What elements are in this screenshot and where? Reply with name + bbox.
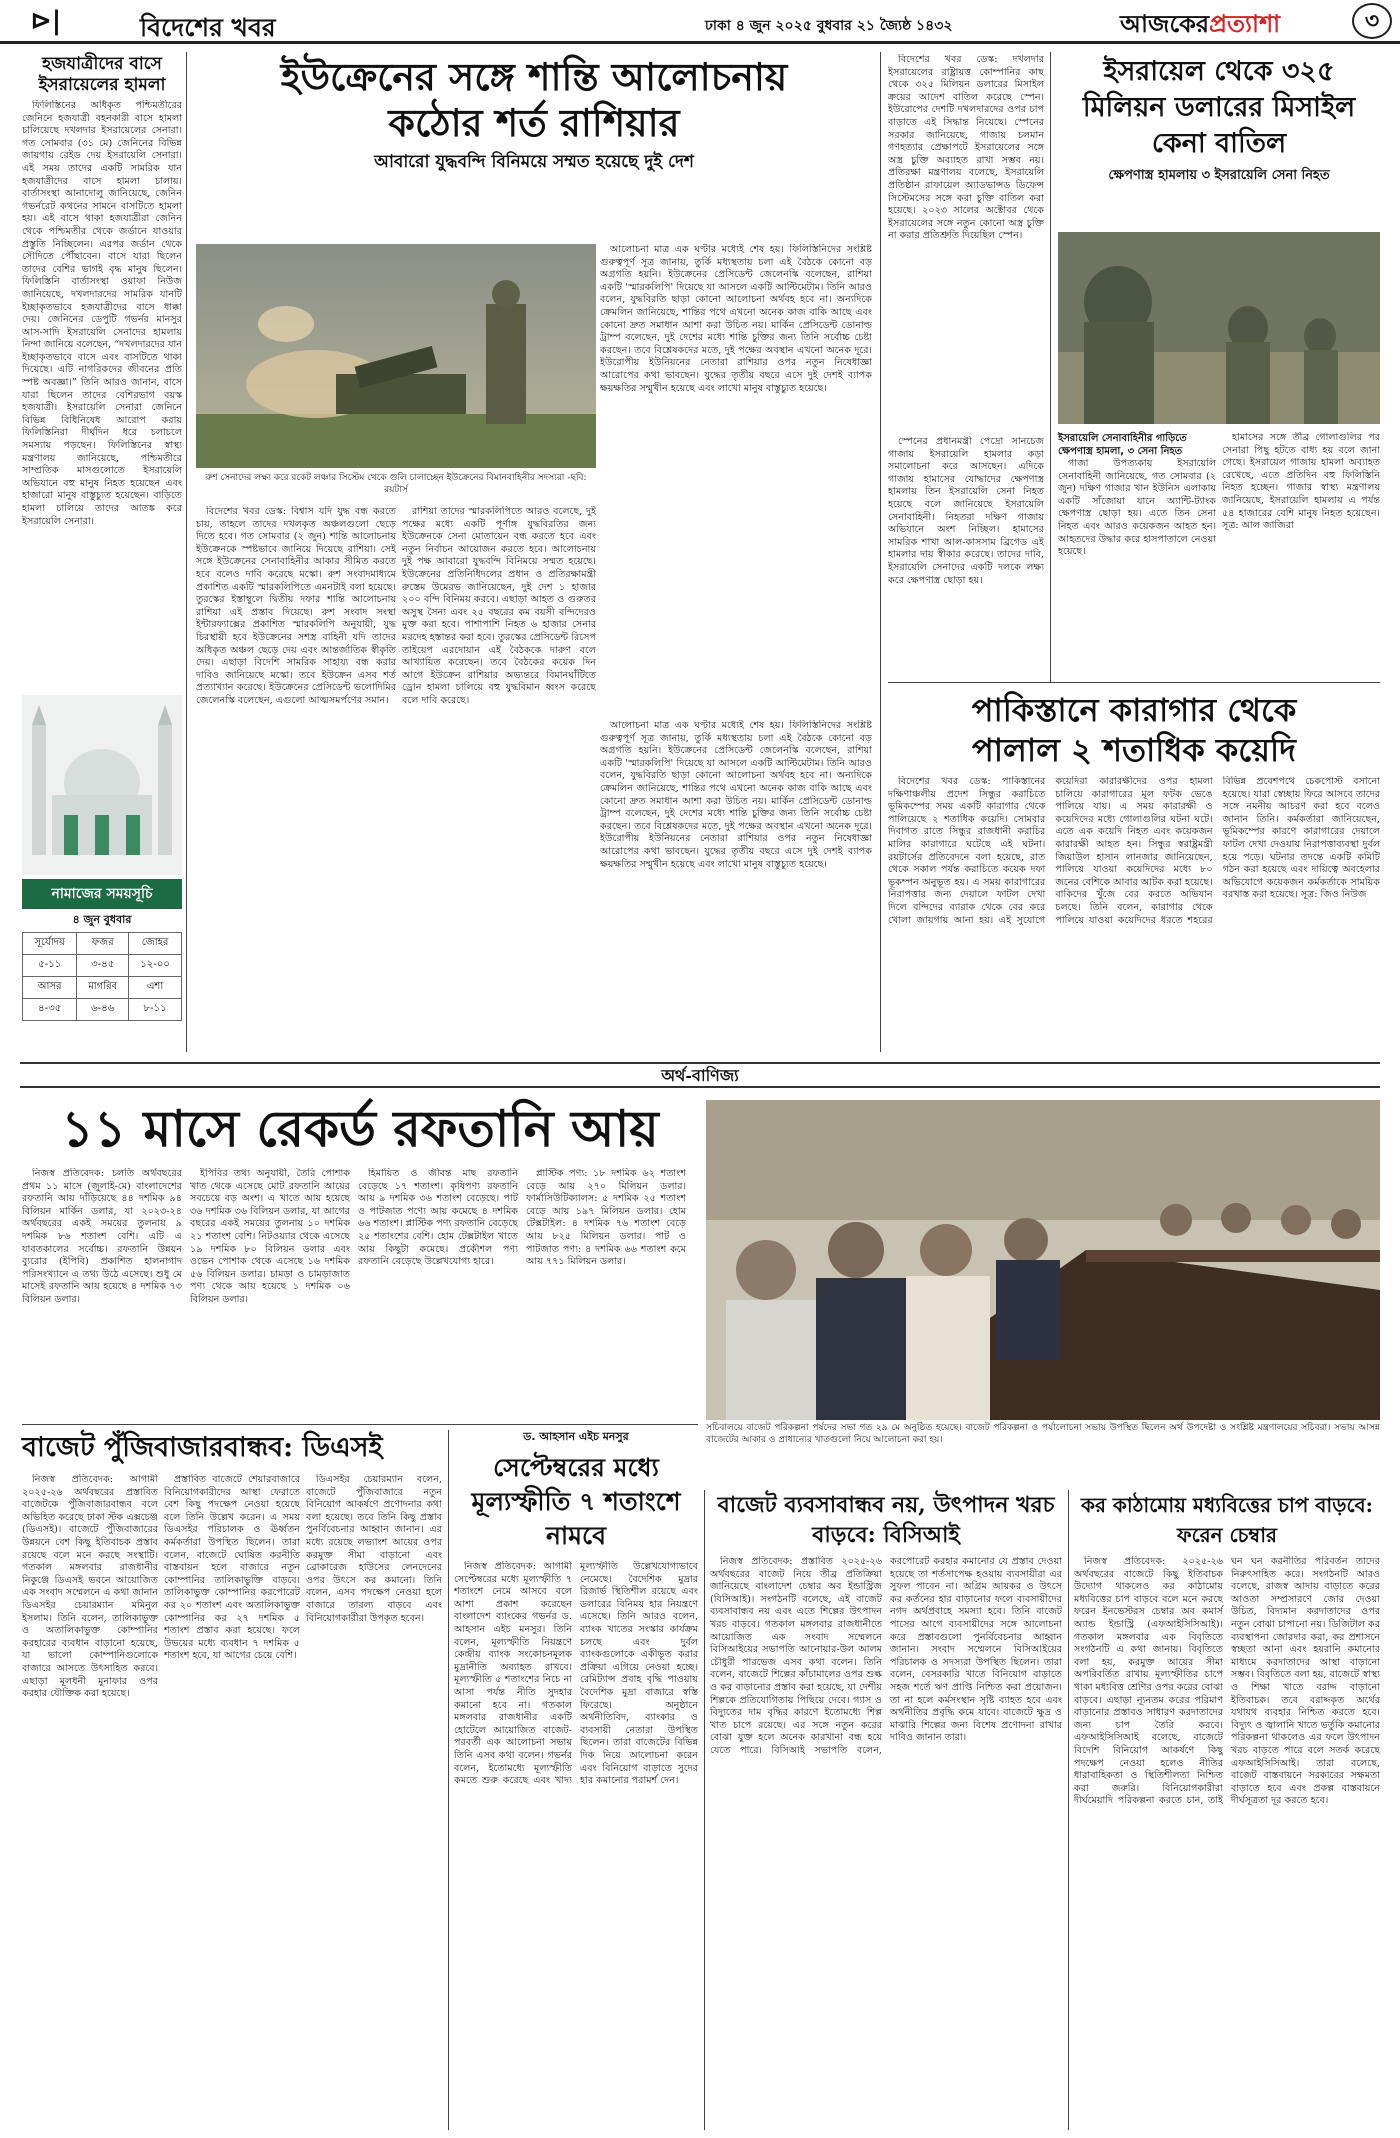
israel-story-col2 (888, 436, 1044, 676)
export-headline: ১১ মাসে রেকর্ড রফতানি আয় (61, 1099, 659, 1158)
export-story-text: নিজস্ব প্রতিবেদক: চলতি অর্থবছরের প্রথম ১১ মাসে (জুলাই-মে) বাংলাদেশের রফতানি আয় দাঁড়িয়েছে ৪৪ দশমিক ৯৪ বিলিয়ন মার্কিন ডলার, যা ২০২৩-২৪ অর্থবছরের একই সময়ের তুলনায় ৯ দশমিক ৮৬ শতাংশ বেশি। এটি এ যাবতকালের সর্বোচ্চ। রফতানি উন্নয়ন ব্যুরোর (ইপিবি) প্রকাশিত হালনাগাদ পরিসংখ্যানে এ তথ্য উঠে এসেছে। শুধু মে মাসেই রফতানি আয় হয়েছে ৪ দশমিক ৭৩ বিলিয়ন ডলার। (22, 1168, 182, 1305)
israel-subhead: ইসরায়েলি সেনাবাহিনীর গাড়িতে ক্ষেপণাস্ত্র হামলা, ৩ সেনা নিহত (1058, 433, 1187, 457)
main-story (196, 54, 872, 174)
inflation-headline: সেপ্টেম্বরের মধ্যে মূল্যস্ফীতি ৭ শতাংশে নামবে (471, 1453, 681, 1550)
main-headline-1: ইউক্রেনের সঙ্গে শান্তি আলোচনায় (280, 54, 788, 99)
israel-story-col4 (1222, 432, 1380, 678)
prayer-table (22, 932, 182, 1021)
dse-story (22, 1430, 442, 1466)
prayer-date: ৪ জুন বুধবার (72, 913, 132, 926)
pakistan-story (888, 690, 1380, 1038)
table-cell: ৫-১১ (23, 955, 77, 977)
tax-story-text: নিজস্ব প্রতিবেদক: ২০২৫-২৬ অর্থবছরের বাজেটে কিছু ইতিবাচক উদ্যোগ থাকলেও কর কাঠামোয় মধ্যবিত্তের চাপ বাড়বে বলে মনে করছে ফরেন ইনভেস্টরস চেম্বার অব কমার্স অ্যান্ড ইন্ডাস্ট্রি (এফআইসিসিআই)। গতকাল মঙ্গলবার এক বিবৃতিতে সংগঠনটি এ কথা জানায়। বিবৃতিতে বলা হয়, করমুক্ত আয়ের সীমা অপরিবর্তিত রাখায় মূল্যস্ফীতির চাপে থাকা মধ্যবিত্ত শ্রেণির ওপর করের বোঝা বাড়বে। এছাড়া ন্যূনতম করের পরিমাণ বাড়ানোর প্রস্তাবও সাধারণ করদাতাদের জন্য চাপ তৈরি করবে। এফআইসিসিআই বলেছে, বাজেটে বিদেশি বিনিয়োগ আকর্ষণে কিছু পদক্ষেপ নেওয়া হলেও নীতির ধারাবাহিকতা ও স্থিতিশীলতা নিশ্চিত করা জরুরি। বিনিয়োগকারীরা দীর্ঘমেয়াদি পরিকল্পনা করতে চান, তাই ঘন ঘন করনীতির পরিবর্তন তাদের নিরুৎসাহিত করে। সংগঠনটি আরও বলেছে, রাজস্ব আদায় বাড়াতে করের আওতা সম্প্রসারণে জোর দেওয়া উচিত, বিদ্যমান করদাতাদের ওপর নতুন বোঝা চাপানো নয়। ডিজিটাল কর ব্যবস্থাপনা জোরদার করা, কর প্রশাসনে স্বচ্ছতা আনা এবং হয়রানি কমানোর মাধ্যমে করদাতাদের আস্থা বাড়ানো সম্ভব। বিবৃতিতে বলা হয়, বাজেটে স্বাস্থ্য ও শিক্ষা খাতে বরাদ্দ বাড়ানো ইতিবাচক। তবে বরাদ্দকৃত অর্থের যথাযথ ব্যবহার নিশ্চিত করতে হবে। বিদ্যুৎ ও জ্বালানি খাতে ভর্তুকি কমানোর পরিকল্পনা থাকলেও এর ফলে উৎপাদন খরচ বাড়তে পারে বলে সতর্ক করেছে এফআইসিসিআই। তারা বলেছে, বাজেট বাস্তবায়নে সরকারের সক্ষমতা বাড়াতে হবে এবং প্রকল্প বাস্তবায়নে দীর্ঘসূত্রতা দূর করতে হবে। (1074, 1556, 1380, 1807)
israel-story-text: হামাসের সঙ্গে তীব্র গোলাগুলির পর সেনারা পিছু হটতে বাধ্য হয় বলে জানা গেছে। ইসরায়েল গাজায় হামলা অব্যাহত রেখেছে, এতে প্রতিদিন বহু ফিলিস্তিনি নিহত হচ্ছেন। গাজার স্বাস্থ্য মন্ত্রণালয় জানিয়েছে, ইসরায়েলি হামলায় এ পর্যন্ত ৫৪ হাজারের বেশি মানুষ নিহত হয়েছেন। সূত্র: আল জাজিরা (1222, 432, 1380, 532)
export-story-col4 (526, 1168, 686, 1418)
left-story-text: ফিলিস্তিনের অধিকৃত পশ্চিমতীরের জেনিনে হজযাত্রী বহনকারী বাসে হামলা চালিয়েছে দখলদার ইসরায়েলের সেনারা। গত সোমবার (৩১ মে) জেনিনের বিভিন্ন জায়গায় রেইড দেয় ইসরায়েলি সেনারা। এই সময় তাদের একটি সামরিক যান হজযাত্রীদের বাসে হামলা চালায়। বার্তাসংস্থা আনাদোলু জানিয়েছে, জেনিন গভর্নরেট কথনের সামনে বাসটিতে হামলা হয়। এই বাসে থাকা হজযাত্রীরা জেনিন থেকে পশ্চিমতীর থেকে জর্ডানে যাওয়ার প্রস্তুতি নিচ্ছিলেন। এরপর জর্ডান থেকে সৌদিতে পৌঁছাবেন। বাসে যারা ছিলেন তাদের বেশির ভাগই বৃদ্ধ মানুষ ছিলেন। ফিলিস্তিনি বার্তাসংস্থা ওয়াফা নিউজ জানিয়েছে, দখলদারদের সামরিক যানটি ইচ্ছাকৃতভাবে হজযাত্রীদের বাসে ধাক্কা দেয়। জেনিনের ডেপুটি গভর্নর মানসুর আস-সাদি ইসরায়েলি সেনাদের হামলায় নিন্দা জানিয়ে বলেছেন, “দখলদারদের যান ইচ্ছাকৃতভাবে বাসে এবং বাসটিতে থাকা দিয়েছে। এটি নাগরিকদের জীবনের প্রতি স্পষ্ট অবজ্ঞা।” তিনি আরও জানান, বাসে যারা ছিলেন তাদের বেশিরভাগ বয়স্ক হজযাত্রী। ইসরায়েলি সেনারা জেনিনে বিভিন্ন বিধিনিষেধ আরোপ করায় ফিলিস্তিনিরা দীর্ঘদিন ধরে চলাচলে সমস্যায় পড়ছেন। ফিলিস্তিনের স্বাস্থ্য মন্ত্রণালয় জানিয়েছে, পশ্চিমতীরে সাম্প্রতিক মাসগুলোতে ইসরায়েলি অভিযানে বহু মানুষ নিহত হয়েছেন এবং হাজারো মানুষ বাস্তুচ্যুত হয়েছেন। বাড়িতে হামলা চালিয়ে তাদের আতঙ্ক করে ইসরায়েলি সেনারা। (22, 100, 182, 527)
dse-story-col1 (22, 1474, 158, 2130)
story-divider (888, 682, 1380, 683)
inflation-author: ড. আহসান এইচ মনসুর (523, 1430, 629, 1443)
israel-story-text: স্পেনের প্রধানমন্ত্রী পেদ্রো সানচেজ গাজায় ইসরায়েলি হামলার কড়া সমালোচনা করে আসছেন। এদিকে গাজায় হামাসের যোদ্ধাদের ক্ষেপণাস্ত্র হামলায় তিন ইসরায়েলি সেনা নিহত হয়েছে বলে জানিয়েছে ইসরায়েলি সেনাবাহিনী। নিহতরা দক্ষিণ গাজায় অভিযানে অংশ নিচ্ছিল। হামাসের সামরিক শাখা আল-কাসসাম ব্রিগেড এই হামলার দায় স্বীকার করেছে। তাদের দাবি, ইসরায়েলি সেনাদের একটি দলকে লক্ষ্য করে ক্ষেপণাস্ত্র ছোড়া হয়। (888, 436, 1044, 586)
export-story (22, 1098, 698, 1160)
logo-prefix: আজকের (1120, 9, 1210, 38)
story-divider (22, 1424, 698, 1425)
bci-headline: বাজেট ব্যবসাবান্ধব নয়, উৎপাদন খরচ বাড়বে: বিসিআই (717, 1492, 1055, 1548)
table-cell: মাগরিব (77, 977, 129, 999)
main-story-text: রাশিয়া তাদের স্মারকলিপিতে আরও বলেছে, দুই পক্ষের মধ্যে একটি পূর্ণাঙ্গ যুদ্ধবিরতির জন্য ইউক্রেনকে সেনা মোতায়েন বন্ধ করতে হবে এবং নতুন নির্বাচন আয়োজন করতে হবে। আলোচনায় দুই পক্ষ আবারো যুদ্ধবন্দি বিনিময়ে সম্মত হয়েছে। ইউক্রেনের প্রতিনিধিদলের প্রধান ও প্রতিরক্ষামন্ত্রী রুস্তেম উমেরভ জানিয়েছেন, দুই দেশ ১ হাজার ২০০ বন্দি বিনিময় করবে। এছাড়া আহত ও গুরুতর অসুস্থ সৈন্য এবং ২৫ বছরের কম বয়সী বন্দিদেরও মুক্ত করা হবে। পাশাপাশি নিহত ৬ হাজার সেনার মরদেহ হস্তান্তর করা হবে। তুরস্কের প্রেসিডেন্ট রিসেপ তাইয়েপ এরদোয়ান এই বৈঠককে দারুণ বলে আখ্যায়িত করেছেন। তবে বৈঠকের কয়েক দিন আগে ইউক্রেন রাশিয়ার অভ্যন্তরে বিমানঘাঁটিতে ড্রোন হামলা চালিয়ে বহু যুদ্ধবিমান ধ্বংস করেছে বলে দাবি করেছে। (402, 506, 596, 706)
dse-headline: বাজেট পুঁজিবাজারবান্ধব: ডিএসই (22, 1432, 383, 1463)
left-story-body (22, 100, 182, 660)
export-story-col2 (190, 1168, 350, 1418)
mosque-icon (22, 695, 182, 875)
page-number: ৩ (1352, 3, 1392, 39)
main-story-col3 (600, 244, 872, 714)
left-story-headline: হজযাত্রীদের বাসে ইসরায়েলের হামলা (38, 54, 166, 95)
logo-main: প্রত্যাশা (1209, 9, 1281, 38)
israel-story-text: গাজা উপত্যকায় ইসরায়েলি সেনাবাহিনী জানিয়েছে, গত সোমবার (২ জুন) দক্ষিণ গাজার খান ইউনিস এলাকায় একটি সাঁজোয়া যানে অ্যান্টি-ট্যাংক ক্ষেপণাস্ত্র ছোড়া হয়। এতে তিন সেনা নিহত এবং আরও কয়েকজন আহত হন। আহতদের উদ্ধার করে হাসপাতালে নেওয়া হয়েছে। (1058, 458, 1216, 558)
column-divider (1068, 1490, 1069, 2130)
table-cell: ৮-১১ (129, 999, 182, 1021)
table-cell: সূর্যোদয় (23, 933, 77, 955)
israel-story-col1 (888, 54, 1044, 430)
israel-story-col3 (1058, 432, 1216, 678)
prayer-title: নামাজের সময়সূচি (22, 879, 182, 909)
bci-story-body (710, 1556, 1062, 2116)
column-divider (880, 52, 881, 1052)
left-story (22, 54, 182, 660)
table-cell: আসর (23, 977, 77, 999)
column-divider (186, 52, 187, 1052)
dse-story-col3 (306, 1474, 442, 2130)
issue-date: ঢাকা ৪ জুন ২০২৫ বুধবার ২১ জ্যৈষ্ঠ ১৪৩২ (705, 18, 953, 34)
bci-story-text: নিজস্ব প্রতিবেদক: প্রস্তাবিত ২০২৫-২৬ অর্থবছরের বাজেট নিয়ে তীব্র প্রতিক্রিয়া জানিয়েছে বাংলাদেশ চেম্বার অব ইন্ডাস্ট্রিজ (বিসিআই)। সংগঠনটি বলেছে, এই বাজেট ব্যবসাবান্ধব নয় এবং এতে শিল্পের উৎপাদন খরচ বাড়বে। গতকাল মঙ্গলবার রাজধানীতে আয়োজিত এক সংবাদ সম্মেলনে বিসিআইয়ের সভাপতি আনোয়ার-উল আলম চৌধুরী পারভেজ এসব কথা বলেন। তিনি বলেন, বাজেটে শিল্পের কাঁচামালের ওপর শুল্ক ও কর বাড়ানোর প্রস্তাব করা হয়েছে, যা দেশীয় শিল্পকে প্রতিযোগিতায় পিছিয়ে দেবে। গ্যাস ও বিদ্যুতের দাম বৃদ্ধির কারণে ইতোমধ্যে শিল্প খাত চাপে রয়েছে। এর সঙ্গে নতুন করের বোঝা যুক্ত হলে অনেক কারখানা বন্ধ হয়ে যেতে পারে। বিসিআই সভাপতি বলেন, করপোরেট করহার কমানোর যে প্রস্তাব দেওয়া হয়েছে তা শর্তসাপেক্ষ হওয়ায় ব্যবসায়ীরা এর সুফল পাবেন না। অগ্রিম আয়কর ও উৎসে কর কর্তনের হার বাড়ানোর ফলে ব্যবসায়ীদের নগদ অর্থপ্রবাহে সমস্যা হবে। তিনি বাজেট পাসের আগে ব্যবসায়ীদের সঙ্গে আলোচনা করে প্রস্তাবগুলো পুনর্বিবেচনার আহ্বান জানান। সংবাদ সম্মেলনে বিসিআইয়ের পরিচালক ও সদস্যরা উপস্থিত ছিলেন। তারা বলেন, বেসরকারি খাতে বিনিয়োগ বাড়াতে সহজ শর্তে ঋণ প্রাপ্তি নিশ্চিত করা প্রয়োজন। তা না হলে কর্মসংস্থান সৃষ্টি ব্যাহত হবে এবং অর্থনীতির প্রবৃদ্ধি কমে যাবে। বাজেটে ক্ষুদ্র ও মাঝারি শিল্পের জন্য বিশেষ প্রণোদনা রাখার দাবিও জানান তারা। (710, 1556, 1062, 1756)
israel-story-text-box (1058, 458, 1216, 673)
soldiers-photo (1058, 232, 1380, 424)
table-cell: ফজর (77, 933, 129, 955)
section-bar (20, 1062, 1380, 1088)
table-cell: ৩-৪৫ (77, 955, 129, 977)
table-cell: ৪-৩৫ (23, 999, 77, 1021)
export-story-col1 (22, 1168, 182, 1418)
page-arrow-icon: ⊳| (30, 6, 62, 36)
table-row (23, 977, 182, 999)
israel-story-text: বিদেশের খবর ডেস্ক: দখলদার ইসরায়েলের রাষ্ট্রায়ত্ত কোম্পানির কাছ থেকে ৩২৫ মিলিয়ন ডলারের মিসাইল ক্রয়ের আদেশ বাতিল করেছে স্পেন। ইউরোপের দেশটি দখলদারদের ওপর চাপ বাড়াতে এই সিদ্ধান্ত নিয়েছে। স্পেনের সরকার জানিয়েছে, গাজায় চলমান গণহত্যার প্রেক্ষাপটে ইসরায়েলের সঙ্গে অস্ত্র চুক্তি অব্যাহত রাখা সম্ভব নয়। প্রতিরক্ষা মন্ত্রণালয় বলেছে, ইসরায়েলি প্রতিষ্ঠান রাফায়েল অ্যাডভান্সড ডিফেন্স সিস্টেমসের সঙ্গে করা চুক্তি বাতিল করা হয়েছে। ২০২৩ সালের অক্টোবর থেকে ইসরায়েলের সঙ্গে নতুন কোনো অস্ত্র চুক্তি না করার প্রতিশ্রুতি দিয়েছিল স্পেন। (888, 54, 1044, 242)
israel-subheadline: ক্ষেপণাস্ত্র হামলায় ৩ ইসরায়েলি সেনা নিহত (1108, 168, 1330, 183)
pakistan-headline-2: পালাল ২ শতাধিক কয়েদি (972, 731, 1296, 769)
rocket-photo-caption: রুশ সেনাদের লক্ষ্য করে রকেট লঞ্চার সিস্টেম থেকে গুলি চালাচ্ছেন ইউক্রেনের বিমানবাহিনীর সদস্যরা -ছবি: রয়টার্স (205, 473, 587, 495)
main-story-text: আলোচনা মাত্র এক ঘণ্টার মধ্যেই শেষ হয়। ফিলিস্তিনিদের সংশ্লিষ্ট গুরুত্বপূর্ণ সূত্র জানায়, তুর্কি মধ্যস্থতায় চলা এই বৈঠকে কোনো বড় অগ্রগতি হয়নি। ইউক্রেনের প্রেসিডেন্ট জেলেনস্কি বলেছেন, রাশিয়া একটি 'স্মারকলিপি' দিয়েছে যা আসলে একটি আল্টিমেটাম। তিনি আরও বলেন, যুদ্ধবিরতি ছাড়া কোনো আলোচনা অর্থবহ হবে না। অন্যদিকে ক্রেমলিন জানিয়েছে, শান্তির পথে এখনো অনেক কাজ বাকি আছে এবং কোনো দ্রুত সমাধান আশা করা উচিত নয়। মার্কিন প্রেসিডেন্ট ডোনাল্ড ট্রাম্প বলেছেন, দুই দেশের মধ্যে শান্তি চুক্তির জন্য তিনি সর্বোচ্চ চেষ্টা করছেন। তবে বিশ্লেষকদের মতে, দুই পক্ষের অবস্থান এখনো অনেক দূরে। ইউরোপীয় ইউনিয়নের নেতারা রাশিয়ার ওপর নতুন নিষেধাজ্ঞা আরোপের কথা ভাবছেন। যুদ্ধের তৃতীয় বছরে এসে দুই দেশই ব্যাপক ক্ষয়ক্ষতির সম্মুখীন হয়েছে এবং লাখো মানুষ বাস্তুচ্যুত হয়েছে। (600, 720, 872, 870)
table-row (23, 955, 182, 977)
table-row (23, 933, 182, 955)
export-story-text: ইপিবির তথ্য অনুযায়ী, তৈরি পোশাক খাত থেকে এসেছে মোট রফতানি আয়ের সবচেয়ে বড় অংশ। এ খাতে আয় হয়েছে ৩৬ দশমিক ৩৬ বিলিয়ন ডলার, যা আগের বছরের একই সময়ের তুলনায় ১০ দশমিক ২১ শতাংশ বেশি। নিটওয়্যার থেকে এসেছে ১৯ দশমিক ৮০ বিলিয়ন ডলার এবং ওভেন পোশাক থেকে এসেছে ১৬ দশমিক ৫৬ বিলিয়ন ডলার। চামড়া ও চামড়াজাত পণ্য থেকে আয় হয়েছে ১ দশমিক ০৬ বিলিয়ন ডলার। (190, 1168, 350, 1305)
main-headline-2: কঠোর শর্ত রাশিয়ার (388, 100, 680, 145)
column-divider (1050, 52, 1051, 682)
soldiers-image (1058, 232, 1380, 424)
pakistan-story-text: বিদেশের খবর ডেস্ক: পাকিস্তানের দক্ষিণাঞ্চলীয় প্রদেশ সিন্ধুর করাচিতে ভূমিকম্পের সময় একটি কারাগার থেকে পালিয়েছে ২ শতাধিক কয়েদি। সোমবার দিবাগত রাতে সিন্ধুর রাজধানী করাচির মালির কারাগারে ঘটেছে এই ঘটনা। রয়টার্সের প্রতিবেদনে বলা হয়েছে, রাত থেকে সকাল পর্যন্ত করাচিতে কয়েক দফা ভূকম্পন অনুভূত হয়। এ সময় কারাগারের নিরাপত্তার জন্য দেয়ালে ফাটল দেখা দিলে বন্দিদের ব্যারাক থেকে বের করে খোলা জায়গায় আনা হয়। এই সুযোগে কয়েদিরা কারারক্ষীদের ওপর হামলা চালিয়ে কারাগারের মূল ফটক ভেঙে পালিয়ে যায়। এ সময় কারারক্ষী ও কয়েদিদের মধ্যে গোলাগুলির ঘটনা ঘটে। এতে এক কয়েদি নিহত এবং কয়েকজন কারারক্ষী আহত হন। সিন্ধুর স্বরাষ্ট্রমন্ত্রী জিয়াউল হাসান লানজার জানিয়েছেন, পালিয়ে যাওয়া কয়েদিদের মধ্যে ৮০ জনের বেশিকে আবার আটক করা হয়েছে। বাকিদের খুঁজে বের করতে অভিযান চলছে। তিনি বলেন, কারাগার থেকে পালিয়ে যাওয়া কয়েদিদের ধরতে শহরের বিভিন্ন প্রবেশপথে চেকপোস্ট বসানো হয়েছে। যারা স্বেচ্ছায় ফিরে আসবে তাদের সঙ্গে নমনীয় আচরণ করা হবে বলেও জানান তিনি। কর্মকর্তারা জানিয়েছেন, ভূমিকম্পের কারণে কারাগারের দেয়ালে ফাটল দেখা দেওয়ায় নিরাপত্তাব্যবস্থা দুর্বল হয়ে পড়ে। ঘটনার তদন্তে একটি কমিটি গঠন করা হয়েছে এবং দায়িত্বে অবহেলার অভিযোগে কয়েকজন কর্মকর্তাকে সাময়িক বরখাস্ত করা হয়েছে। সূত্র: জিও নিউজ (888, 776, 1380, 926)
export-story-text: প্লাস্টিক পণ্য: ১৮ দশমিক ৬২ শতাংশ বেড়ে আয় ২৭০ মিলিয়ন ডলার। ফার্মাসিউটিক্যালস: ৫ দশমিক ২৫ শতাংশ বেড়ে আয় ১৯৭ মিলিয়ন ডলার। হোম টেক্সটাইল: ৪ দশমিক ৭৬ শতাংশ বেড়ে আয় ৮২৫ মিলিয়ন ডলার। পাট ও পাটজাত পণ্য: ৪ দশমিক ৬৬ শতাংশ কমে আয় ৭৭১ মিলিয়ন ডলার। (526, 1168, 686, 1268)
inflation-story (454, 1428, 698, 2121)
dse-story-text: নিজস্ব প্রতিবেদক: আগামী ২০২৫-২৬ অর্থবছরের প্রস্তাবিত বাজেটকে পুঁজিবাজারবান্ধব বলে অভিহিত করেছে ঢাকা স্টক এক্সচেঞ্জ (ডিএসই)। বাজেটে পুঁজিবাজারের উন্নয়নে বেশ কিছু ইতিবাচক প্রস্তাব রয়েছে বলে মনে করছে সংস্থাটি। গতকাল মঙ্গলবার রাজধানীর নিকুঞ্জে ডিএসই ভবনে আয়োজিত এক সংবাদ সম্মেলনে এ কথা জানান ডিএসইর চেয়ারম্যান মমিনুল ইসলাম। তিনি বলেন, তালিকাভুক্ত ও অতালিকাভুক্ত কোম্পানির করহারের ব্যবধান বাড়ানো হয়েছে, যা ভালো কোম্পানিগুলোকে বাজারে আসতে উৎসাহিত করবে। এছাড়া মূলধনী মুনাফার ওপর করহার যৌক্তিক করা হয়েছে। (22, 1474, 158, 1700)
inflation-story-text: নিজস্ব প্রতিবেদক: আগামী সেপ্টেম্বরের মধ্যে মূল্যস্ফীতি ৭ শতাংশে নেমে আসবে বলে আশা প্রকাশ করেছেন বাংলাদেশ ব্যাংকের গভর্নর ড. আহসান এইচ মনসুর। তিনি বলেন, মূল্যস্ফীতি নিয়ন্ত্রণে কেন্দ্রীয় ব্যাংক সংকোচনমূলক মুদ্রানীতি অব্যাহত রাখবে। মূল্যস্ফীতি ৫ শতাংশের নিচে না আসা পর্যন্ত নীতি সুদহার কমানো হবে না। গতকাল মঙ্গলবার রাজধানীর একটি হোটেলে আয়োজিত বাজেট-পরবর্তী এক আলোচনা সভায় তিনি এসব কথা বলেন। গভর্নর বলেন, ইতোমধ্যে মূল্যস্ফীতি কমতে শুরু করেছে এবং খাদ্য মূল্যস্ফীতি উল্লেখযোগ্যভাবে নেমেছে। বৈদেশিক মুদ্রার রিজার্ভ স্থিতিশীল রয়েছে এবং ডলারের বিনিময় হার নিয়ন্ত্রণে এসেছে। তিনি আরও বলেন, ব্যাংক খাতের সংস্কার কার্যক্রম চলছে এবং দুর্বল ব্যাংকগুলোকে একীভূত করার প্রক্রিয়া এগিয়ে নেওয়া হচ্ছে। রেমিট্যান্স প্রবাহ বৃদ্ধি পাওয়ায় বৈদেশিক মুদ্রা বাজারে স্বস্তি ফিরেছে। অনুষ্ঠানে অর্থনীতিবিদ, ব্যাংকার ও ব্যবসায়ী নেতারা উপস্থিত ছিলেন। তারা বাজেটের বিভিন্ন দিক নিয়ে আলোচনা করেন এবং বিনিয়োগ বাড়াতে সুদের হার কমানোর পরামর্শ দেন। (454, 1561, 698, 1787)
main-story-col1 (196, 506, 396, 1046)
table-cell: জোহর (129, 933, 182, 955)
column-divider (704, 1490, 705, 2130)
export-story-text: হিমায়িত ও জীবন্ত মাছ রফতানি বেড়েছে ১৭ শতাংশ। কৃষিপণ্য রফতানি আয় ৯ দশমিক ৩৬ শতাংশ বেড়েছে। পাট ও পাটজাত পণ্যে আয় কমেছে ৪ দশমিক ৬৬ শতাংশ। প্লাস্টিক পণ্য রফতানি বেড়েছে ২৫ শতাংশের বেশি। হোম টেক্সটাইল খাতে আয় কিছুটা কমেছে। প্রকৌশল পণ্য রফতানি বেড়েছে উল্লেখযোগ্য হারে। (358, 1168, 518, 1268)
column-divider (448, 1430, 449, 2130)
meeting-photo-caption: সচিবালয়ে বাজেট পরিকল্পনা পর্ষদের সভা গত ২৯ মে অনুষ্ঠিত হয়েছে। বাজেট পরিকল্পনা ও পর্যালোচনা সভায় উপস্থিত ছিলেন অর্থ উপদেষ্টা ও সংশ্লিষ্ট মন্ত্রণালয়ের সচিবরা। সভায় আসন্ন বাজেটের আকার ও প্রাধান্যের খাতগুলো নিয়ে আলোচনা করা হয়। (706, 1423, 1380, 1445)
table-cell: ১২-০০ (129, 955, 182, 977)
dse-story-text: প্রস্তাবিত বাজেটে শেয়ারবাজারে বিনিয়োগকারীদের আস্থা ফেরাতে বেশ কিছু পদক্ষেপ নেওয়া হয়েছে বলে তিনি উল্লেখ করেন। এ সময় ডিএসইর পরিচালক ও ঊর্ধ্বতন কর্মকর্তারা উপস্থিত ছিলেন। তারা বলেন, বাজেটে ঘোষিত করনীতি বাস্তবায়ন হলে বাজারে নতুন কোম্পানির তালিকাভুক্তি বাড়বে। তালিকাভুক্ত কোম্পানির করপোরেট কর ২০ শতাংশ এবং অতালিকাভুক্ত কোম্পানির কর ২৭ দশমিক ৫ শতাংশ প্রস্তাব করা হয়েছে। ফলে উভয়ের মধ্যে ব্যবধান ৭ দশমিক ৫ শতাংশ হবে, যা আগের চেয়ে বেশি। (164, 1474, 300, 1662)
section-title: বিদেশের খবর (140, 13, 276, 42)
table-cell: ৬-৪৬ (77, 999, 129, 1021)
rocket-launcher-image (196, 244, 596, 468)
prayer-box (22, 695, 182, 1014)
tax-headline: কর কাঠামোয় মধ্যবিত্তের চাপ বাড়বে: ফরেন চেম্বার (1080, 1493, 1374, 1547)
meeting-image (706, 1100, 1380, 1420)
dse-story-text: ডিএসইর চেয়ারম্যান বলেন, বাজেটে পুঁজিবাজারে নতুন বিনিয়োগ আকর্ষণে প্রণোদনার কথা বলা হয়েছে। তবে তিনি কিছু প্রস্তাব পুনর্বিবেচনার আহ্বান জানান। এর মধ্যে রয়েছে লভ্যাংশ আয়ের ওপর করমুক্ত সীমা বাড়ানো এবং ব্রোকারেজ হাউসের লেনদেনের ওপর উৎসে কর কমানো। তিনি বলেন, এসব পদক্ষেপ নেওয়া হলে বাজারে তারল্য বাড়বে এবং বিনিয়োগকারীরা উপকৃত হবেন। (306, 1474, 442, 1624)
tax-story-body (1074, 1556, 1380, 2116)
table-cell: এশা (129, 977, 182, 999)
rocket-photo (196, 244, 596, 468)
main-story-col2 (402, 506, 596, 1046)
newspaper-logo (1120, 6, 1280, 46)
main-story-text: বিদেশের খবর ডেস্ক: বিশ্বাস যদি যুদ্ধ বন্ধ করতে চায়, তাহলে তাদের দখলকৃত অঞ্চলগুলো ছেড়ে দিতে হবে। গত সোমবার (২ জুন) শান্তি আলোচনায় ইউক্রেনকে স্পষ্টভাবে জানিয়ে দিয়েছে রাশিয়া। সেই সঙ্গে ইউক্রেনের সেনাবাহিনীর আকার সীমিত করতে হবে বলেও দাবি করেছে মস্কো। রুশ সংবাদমাধ্যমে প্রকাশিত একটি স্মারকলিপিতে এমনটাই বলা হয়েছে। তুরস্কের ইস্তাম্বুলে দ্বিতীয় দফার শান্তি আলোচনায় রাশিয়া এই প্রস্তাব দিয়েছে। রুশ সংবাদ সংস্থা ইন্টারফ্যাক্সের প্রকাশিত স্মারকলিপি অনুযায়ী, যুদ্ধ চিরস্থায়ী হবে ইউক্রেনের সশস্ত্র বাহিনী যদি তাদের অধিকৃত অঞ্চল ছেড়ে দেয় এবং আন্তর্জাতিক স্বীকৃতি দেয়। এছাড়া বিদেশি সামরিক সাহায্য বন্ধ করার দাবিও জানিয়েছে মস্কো। তবে ইউক্রেন এসব শর্ত প্রত্যাখ্যান করেছে। ইউক্রেনের প্রেসিডেন্ট ভলোদিমির জেলেনস্কি বলেছেন, এগুলো আত্মসমর্পণের সমান। (196, 506, 396, 706)
israel-story-header (1058, 54, 1380, 186)
main-story-text: আলোচনা মাত্র এক ঘণ্টার মধ্যেই শেষ হয়। ফিলিস্তিনিদের সংশ্লিষ্ট গুরুত্বপূর্ণ সূত্র জানায়, তুর্কি মধ্যস্থতায় চলা এই বৈঠকে কোনো বড় অগ্রগতি হয়নি। ইউক্রেনের প্রেসিডেন্ট জেলেনস্কি বলেছেন, রাশিয়া একটি 'স্মারকলিপি' দিয়েছে যা আসলে একটি আল্টিমেটাম। তিনি আরও বলেন, যুদ্ধবিরতি ছাড়া কোনো আলোচনা অর্থবহ হবে না। অন্যদিকে ক্রেমলিন জানিয়েছে, শান্তির পথে এখনো অনেক কাজ বাকি আছে এবং কোনো দ্রুত সমাধান আশা করা উচিত নয়। মার্কিন প্রেসিডেন্ট ডোনাল্ড ট্রাম্প বলেছেন, দুই দেশের মধ্যে শান্তি চুক্তির জন্য তিনি সর্বোচ্চ চেষ্টা করছেন। তবে বিশ্লেষকদের মতে, দুই পক্ষের অবস্থান এখনো অনেক দূরে। ইউরোপীয় ইউনিয়নের নেতারা রাশিয়ার ওপর নতুন নিষেধাজ্ঞা আরোপের কথা ভাবছেন। যুদ্ধের তৃতীয় বছরে এসে দুই দেশই ব্যাপক ক্ষয়ক্ষতির সম্মুখীন হয়েছে এবং লাখো মানুষ বাস্তুচ্যুত হয়েছে। (600, 244, 872, 394)
meeting-photo (706, 1100, 1380, 1420)
inflation-story-body (454, 1561, 698, 2121)
section-label: অর্থ-বাণিজ্য (661, 1066, 739, 1085)
main-story-col4 (600, 720, 872, 1046)
page-header (0, 0, 1400, 44)
pakistan-story-body (888, 776, 1380, 1038)
export-story-col3 (358, 1168, 518, 1418)
table-row (23, 999, 182, 1021)
pakistan-headline-1: পাকিস্তানে কারাগার থেকে (971, 691, 1297, 729)
dse-story-col2 (164, 1474, 300, 2130)
bci-story (710, 1490, 1062, 2116)
israel-headline: ইসরায়েল থেকে ৩২৫ মিলিয়ন ডলারের মিসাইল কেনা বাতিল (1082, 56, 1356, 159)
tax-story (1074, 1490, 1380, 2116)
main-subheadline: আবারো যুদ্ধবন্দি বিনিময়ে সম্মত হয়েছে দুই দেশ (374, 152, 694, 172)
